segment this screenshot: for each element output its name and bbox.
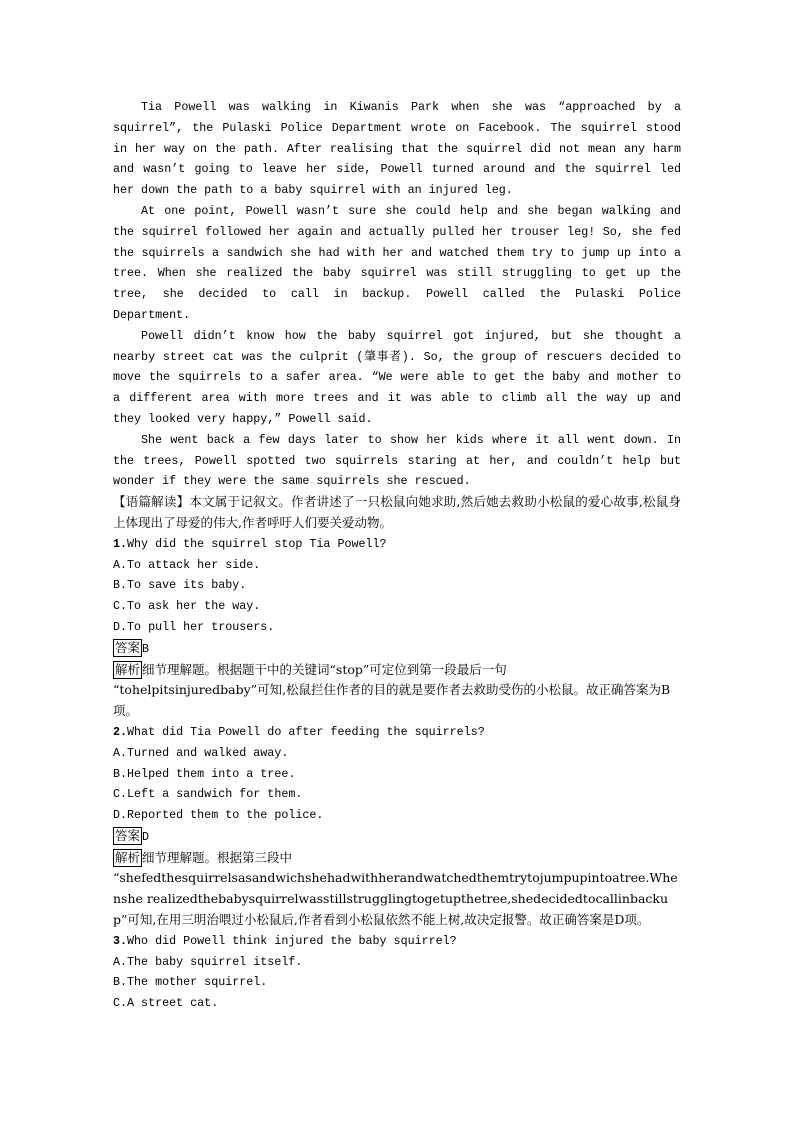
question-2 xyxy=(113,722,681,743)
option-2a: A.Turned and walked away. xyxy=(113,745,289,760)
option-3a: A.The baby squirrel itself. xyxy=(113,954,303,969)
explanation-label: 解析 xyxy=(115,849,141,865)
explanation-text: 细节理解题。根据第三段中 xyxy=(142,849,293,865)
explanation-2 xyxy=(113,848,681,869)
option-1c: C.To ask her the way. xyxy=(113,599,261,614)
question-text: Who did Powell think injured the baby squirrel? xyxy=(127,933,457,948)
passage-paragraph-2: At one point, Powell wasn’t sure she could help and she began walking and the squirrel followed her again and actually pulled her trouser leg! So, she fed the squirrels a sandwich she had with her and watched them try to jump up into a tree. When she realized the baby squirrel was still struggling to get up the tree, she decided to call in backup. Powell called the Pulaski Police Department. xyxy=(113,203,681,322)
option-3c: C.A street cat. xyxy=(113,996,219,1011)
answer-label: 答案 xyxy=(115,639,141,655)
answer-value: B xyxy=(142,641,150,656)
explanation-2-cont: “shefedthesquirrelsasandwichshehadwithherandwatchedthemtrytojumpupintoatree.Whenshe realizedthebabysquirrelwasstillstrugglingtogetupthetree,shedecidedtocallinbackup”可知,在用三明治喂过小松鼠后,作者看到小松鼠依然不能上树,故决定报警。故正确答案是D项。 xyxy=(113,870,678,928)
option-1b: B.To save its baby. xyxy=(113,578,247,593)
document-page xyxy=(113,97,681,1014)
answer-label: 答案 xyxy=(115,827,141,843)
passage-paragraph-3: Powell didn’t know how the baby squirrel got injured, but she thought a nearby street cat was the culprit (肇事者). So, the group of rescuers decided to move the squirrels to a safer area. “We were able to get the baby and mother to a different area with more trees and it was able to climb all the way up and they looked very happy,” Powell said. xyxy=(113,328,681,426)
passage-paragraph-4: She went back a few days later to show her kids where it all went down. In the trees, Powell spotted two squirrels staring at her, and couldn’t help but wonder if they were the same squirrels she rescued. xyxy=(113,432,681,489)
explanation-1-cont: “tohelpitsinjuredbaby”可知,松鼠拦住作者的目的就是要作者去救助受伤的小松鼠。故正确答案为B项。 xyxy=(113,682,671,719)
reading-note: 【语篇解读】本文属于记叙文。作者讲述了一只松鼠向她求助,然后她去救助小松鼠的爱心故事,松鼠身上体现出了母爱的伟大,作者呼吁人们要关爱动物。 xyxy=(113,494,681,530)
question-number: 3. xyxy=(113,933,128,948)
question-number: 2. xyxy=(113,724,128,739)
answer-2 xyxy=(113,826,681,848)
option-1d: D.To pull her trousers. xyxy=(113,619,275,634)
passage-paragraph-1: Tia Powell was walking in Kiwanis Park when she was “approached by a squirrel”, the Pulaski Police Department wrote on Facebook. The squirrel stood in her way on the path. After realising that the squirrel did not mean any harm and wasn’t going to leave her side, Powell turned around and the squirrel led her down the path to a baby squirrel with an injured leg. xyxy=(113,100,681,198)
question-1 xyxy=(113,534,681,555)
question-3 xyxy=(113,931,681,952)
answer-value: D xyxy=(142,829,150,844)
option-2d: D.Reported them to the police. xyxy=(113,808,324,823)
answer-1 xyxy=(113,638,681,660)
explanation-1 xyxy=(113,660,681,681)
explanation-text: 细节理解题。根据题干中的关键词“stop”可定位到第一段最后一句 xyxy=(142,661,507,677)
question-text: Why did the squirrel stop Tia Powell? xyxy=(127,536,387,551)
explanation-label: 解析 xyxy=(115,661,141,677)
option-3b: B.The mother squirrel. xyxy=(113,975,268,990)
question-number: 1. xyxy=(113,536,128,551)
option-2b: B.Helped them into a tree. xyxy=(113,766,296,781)
question-text: What did Tia Powell do after feeding the squirrels? xyxy=(127,724,485,739)
option-2c: C.Left a sandwich for them. xyxy=(113,787,303,802)
option-1a: A.To attack her side. xyxy=(113,557,261,572)
